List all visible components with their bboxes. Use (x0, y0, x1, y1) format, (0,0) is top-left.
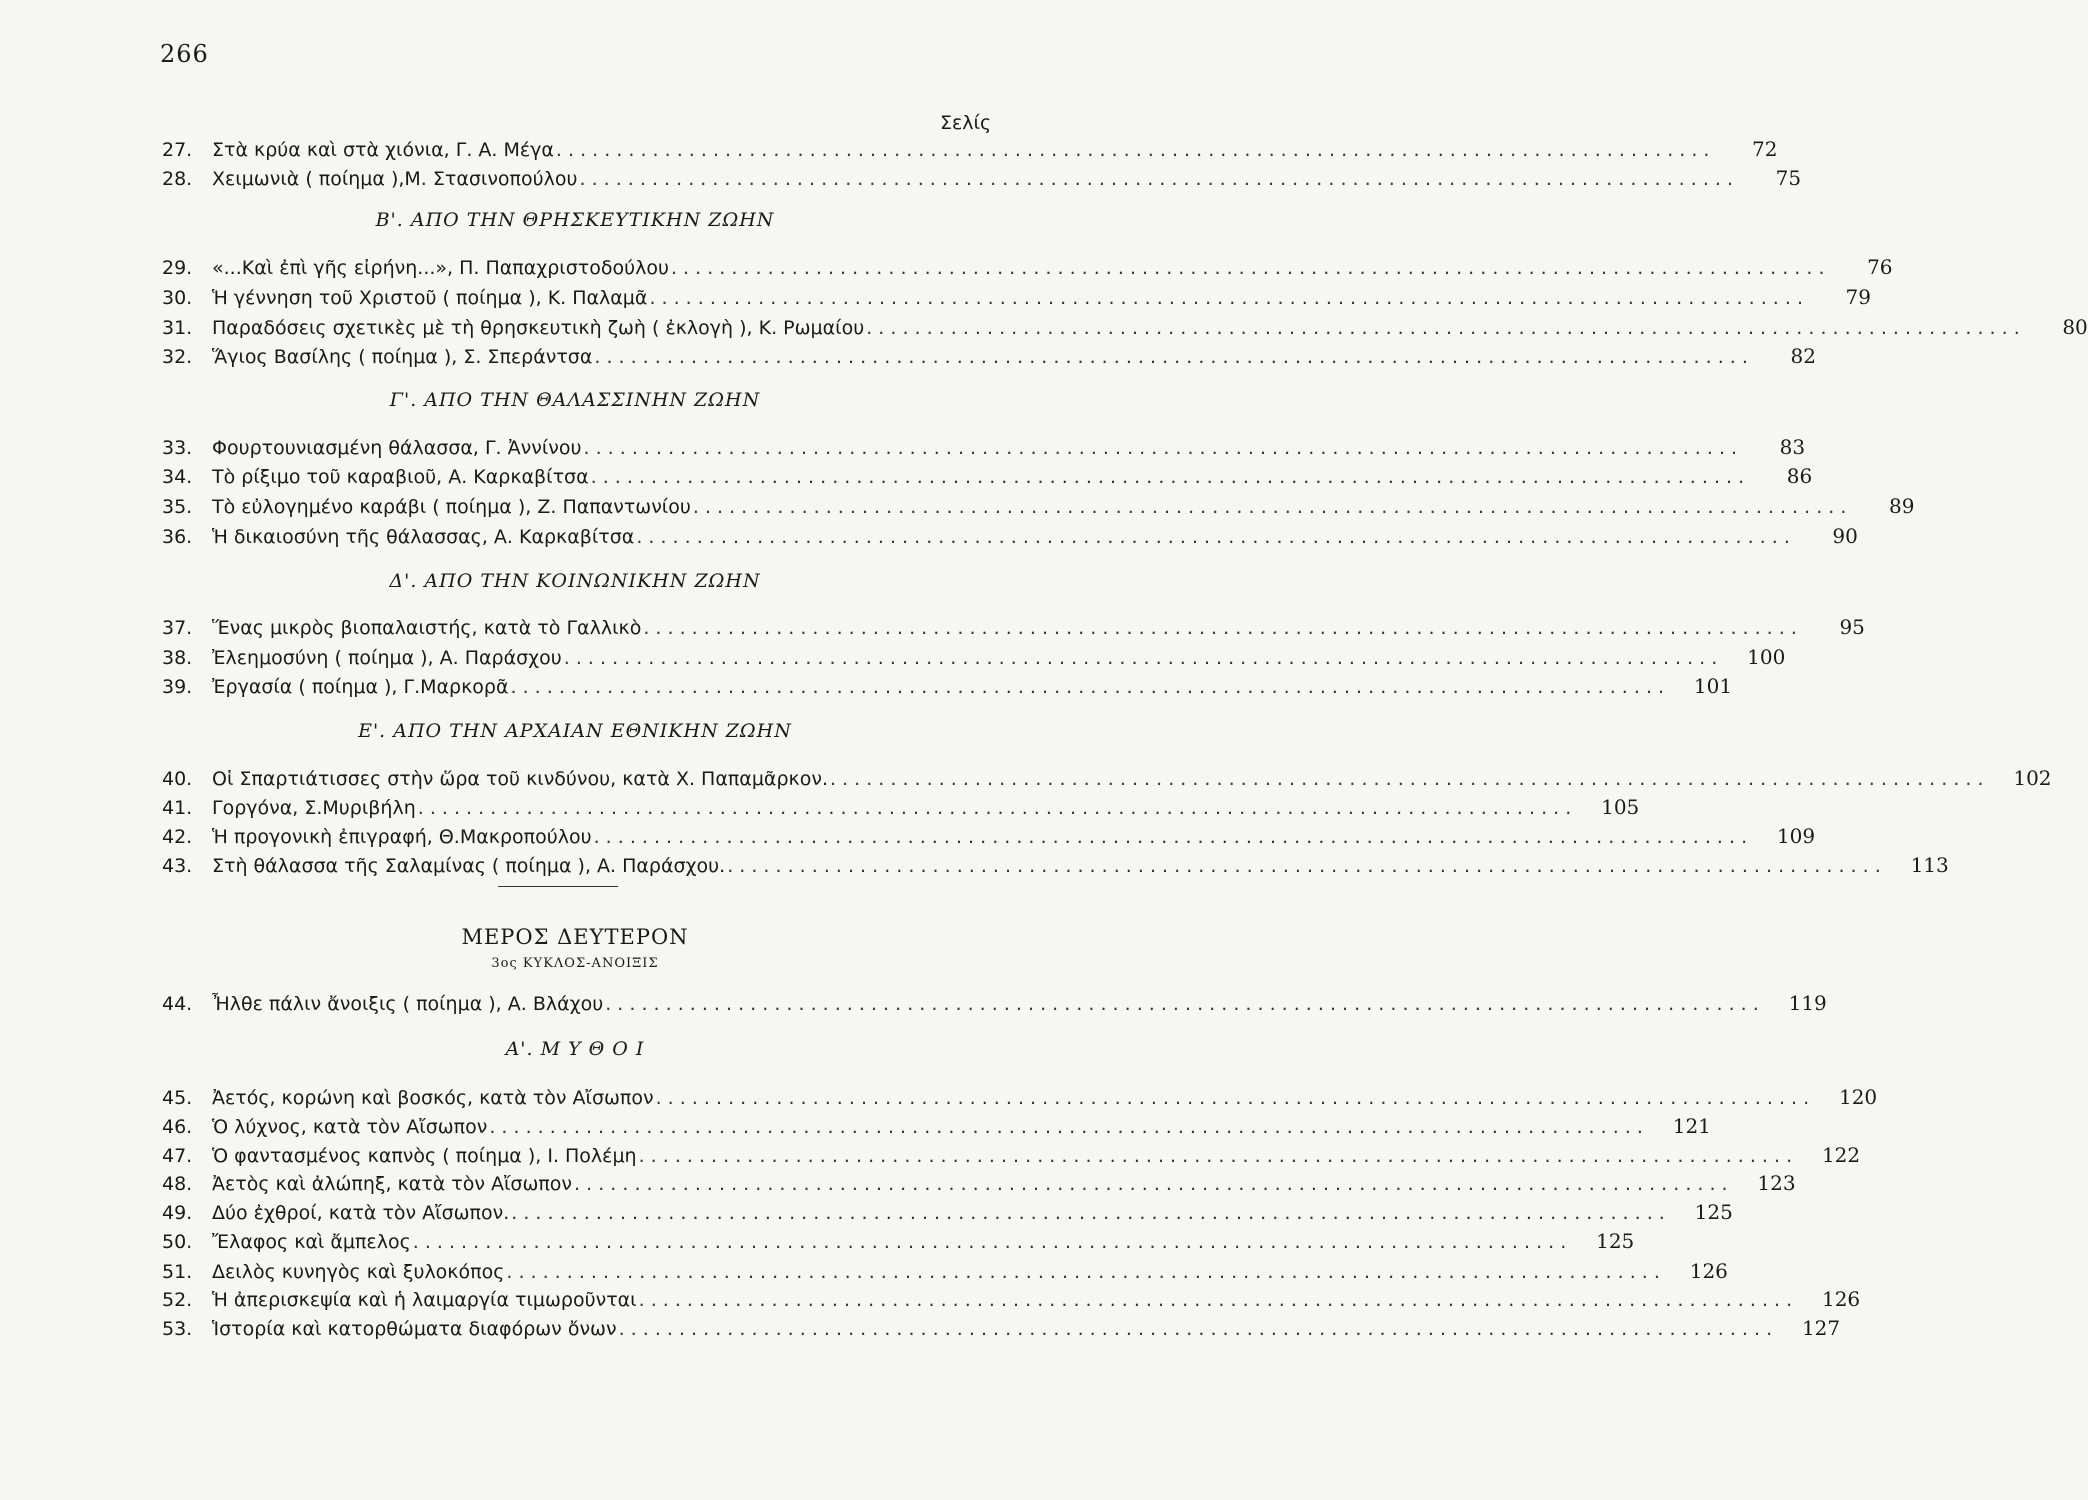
toc-entry-39 (162, 674, 1733, 700)
entry-number: 33. (162, 437, 193, 459)
dot-leader (564, 647, 1718, 669)
toc-entry-44 (162, 991, 1827, 1017)
entry-title: Ἱστορία καὶ κατορθώματα διαφόρων ὄνων (212, 1318, 617, 1340)
toc-entry-41 (162, 795, 1640, 821)
part-two-title: ΜΕΡΟΣ ΔΕΥΤΕΡΟΝ (461, 925, 689, 949)
entry-title: Ἀετός, κορώνη καὶ βοσκός, κατὰ τὸν Αἴσωπον (212, 1087, 654, 1109)
entry-title: Στὴ θάλασσα τῆς Σαλαμίνας ( ποίημα ), Α. Παράσχου. (212, 855, 726, 877)
dot-leader (636, 526, 1790, 548)
entry-page: 79 (1845, 285, 1871, 309)
entry-page: 76 (1867, 255, 1893, 279)
dot-leader (830, 768, 1984, 790)
entry-page: 121 (1672, 1114, 1711, 1138)
entry-page: 101 (1693, 674, 1733, 698)
entry-title: Στὰ κρύα καὶ στὰ χιόνια, Γ. Α. Μέγα (212, 139, 554, 161)
toc-entry-27 (162, 137, 1778, 163)
entry-page: 86 (1786, 464, 1813, 488)
entry-page: 123 (1757, 1171, 1796, 1195)
section-heading-sea: Γ'. ΑΠΟ ΤΗΝ ΘΑΛΑΣΣΙΝΗΝ ΖΩΗΝ (389, 389, 761, 411)
column-label: Σελίς (940, 112, 992, 134)
dot-leader (671, 257, 1825, 279)
toc-entry-33 (162, 435, 1806, 461)
entry-number: 45. (162, 1087, 193, 1109)
toc-entry-32 (162, 344, 1816, 370)
toc-entry-48 (162, 1171, 1796, 1197)
entry-page: 120 (1838, 1085, 1878, 1109)
entry-number: 35. (162, 496, 193, 518)
toc-entry-45 (162, 1085, 1878, 1111)
entry-title: Χειμωνιὰ ( ποίημα ),Μ. Στασινοπούλου (212, 168, 578, 190)
entry-number: 42. (162, 826, 193, 848)
dot-leader (649, 287, 1803, 309)
dot-leader (619, 1318, 1773, 1340)
toc-entry-50 (162, 1229, 1635, 1255)
entry-number: 36. (162, 526, 193, 548)
entry-title: Ὁ φαντασμένος καπνὸς ( ποίημα ), Ι. Πολέμη (212, 1145, 637, 1167)
toc-entry-43 (162, 853, 1949, 879)
entry-number: 50. (162, 1231, 193, 1253)
dot-leader (511, 676, 1665, 698)
entry-number: 32. (162, 346, 193, 368)
dot-leader (584, 437, 1738, 459)
section-heading-religious: Β'. ΑΠΟ ΤΗΝ ΘΡΗΣΚΕΥΤΙΚΗΝ ΖΩΗΝ (375, 209, 775, 231)
dot-leader (643, 617, 1797, 639)
entry-title: Ἡ δικαιοσύνη τῆς θάλασσας, Α. Καρκαβίτσα (212, 526, 635, 548)
dot-leader (594, 826, 1748, 848)
dot-leader (693, 496, 1847, 518)
dot-leader (418, 797, 1572, 819)
entry-title: Ὁ λύχνος, κατὰ τὸν Αἴσωπον (212, 1116, 488, 1138)
entry-title: Ἡ ἀπερισκεψία καὶ ἡ λαιμαργία τιμωροῦνται (212, 1289, 637, 1311)
toc-entry-42 (162, 824, 1816, 850)
entry-page: 109 (1776, 824, 1816, 848)
entry-page: 119 (1788, 991, 1827, 1015)
section-heading-myths: Α'. Μ Υ Θ Ο Ι (505, 1038, 645, 1060)
toc-entry-35 (162, 494, 1915, 520)
entry-title: Γοργόνα, Σ.Μυριβήλη (212, 797, 416, 819)
entry-title: Ἔλαφος καὶ ἄμπελος (212, 1231, 411, 1253)
toc-entry-51 (162, 1259, 1728, 1285)
toc-entry-52 (162, 1287, 1861, 1313)
dot-leader (489, 1116, 1643, 1138)
entry-title: Οἱ Σπαρτιάτισσες στὴν ὥρα τοῦ κινδύνου, κατὰ Χ. Παπαμᾶρκον. (212, 768, 828, 790)
entry-page: 127 (1801, 1316, 1841, 1340)
dot-leader (605, 993, 1759, 1015)
entry-page: 90 (1832, 524, 1858, 548)
entry-title: Τὸ ρίξιμο τοῦ καραβιοῦ, Α. Καρκαβίτσα (212, 466, 589, 488)
dot-leader (574, 1173, 1728, 1195)
entry-title: Δύο ἐχθροί, κατὰ τὸν Αἴσωπον. (212, 1202, 510, 1224)
dot-leader (639, 1289, 1793, 1311)
section-heading-social: Δ'. ΑΠΟ ΤΗΝ ΚΟΙΝΩΝΙΚΗΝ ΖΩΗΝ (389, 570, 761, 592)
entry-title: Τὸ εὐλογημένο καράβι ( ποίημα ), Ζ. Παπαντωνίου (212, 496, 691, 518)
dot-leader (506, 1261, 1660, 1283)
entry-number: 41. (162, 797, 193, 819)
entry-page: 95 (1839, 615, 1865, 639)
dot-leader (639, 1145, 1793, 1167)
toc-entry-53 (162, 1316, 1841, 1342)
entry-number: 48. (162, 1173, 193, 1195)
entry-page: 122 (1821, 1143, 1861, 1167)
entry-number: 47. (162, 1145, 193, 1167)
entry-number: 39. (162, 676, 193, 698)
entry-title: Ἦλθε πάλιν ἄνοιξις ( ποίημα ), Α. Βλάχου (212, 993, 604, 1015)
entry-number: 44. (162, 993, 193, 1015)
entry-title: Ἡ προγονικὴ ἐπιγραφή, Θ.Μακροπούλου (212, 826, 592, 848)
entry-title: Ἐργασία ( ποίημα ), Γ.Μαρκορᾶ (212, 676, 509, 698)
entry-number: 46. (162, 1116, 193, 1138)
entry-page: 125 (1694, 1200, 1733, 1224)
entry-title: Ἕνας μικρὸς βιοπαλαιστής, κατὰ τὸ Γαλλικὸ (212, 617, 642, 639)
section-heading-ancient: Ε'. ΑΠΟ ΤΗΝ ΑΡΧΑΙΑΝ ΕΘΝΙΚΗΝ ΖΩΗΝ (358, 720, 792, 742)
entry-title: Φουρτουνιασμένη θάλασσα, Γ. Ἀννίνου (212, 437, 582, 459)
dot-leader (866, 317, 2020, 339)
entry-title: Παραδόσεις σχετικὲς μὲ τὴ θρησκευτικὴ ζωὴ ( ἐκλογὴ ), Κ. Ρωμαίου (212, 317, 865, 339)
entry-number: 40. (162, 768, 193, 790)
entry-number: 52. (162, 1289, 193, 1311)
entry-title: Ἅγιος Βασίλης ( ποίημα ), Σ. Σπεράντσα (212, 346, 593, 368)
dot-leader (556, 139, 1710, 161)
entry-title: Ἡ γέννηση τοῦ Χριστοῦ ( ποίημα ), Κ. Παλαμᾶ (212, 287, 648, 309)
dot-leader (591, 466, 1745, 488)
entry-number: 53. (162, 1318, 193, 1340)
entry-page: 113 (1910, 853, 1949, 877)
dot-leader (656, 1087, 1810, 1109)
toc-entry-40 (162, 766, 2052, 792)
toc-entry-31 (162, 315, 2088, 341)
entry-number: 49. (162, 1202, 193, 1224)
toc-entry-34 (162, 464, 1813, 490)
toc-entry-29 (162, 255, 1893, 281)
toc-entry-47 (162, 1143, 1861, 1169)
entry-page: 126 (1689, 1259, 1728, 1283)
entry-number: 38. (162, 647, 193, 669)
entry-number: 30. (162, 287, 193, 309)
entry-page: 125 (1596, 1229, 1635, 1253)
entry-page: 100 (1747, 645, 1786, 669)
entry-page: 105 (1601, 795, 1640, 819)
entry-page: 82 (1790, 344, 1816, 368)
cycle-title: 3ος ΚΥΚΛΟΣ-ΑΝΟΙΞΙΣ (491, 956, 659, 971)
entry-number: 27. (162, 139, 193, 161)
toc-entry-46 (162, 1114, 1711, 1140)
entry-page: 89 (1888, 494, 1915, 518)
entry-title: Δειλὸς κυνηγὸς καὶ ξυλοκόπος (212, 1261, 505, 1283)
toc-entry-37 (162, 615, 1865, 641)
entry-number: 51. (162, 1261, 193, 1283)
page-number: 266 (160, 40, 209, 68)
entry-page: 102 (2013, 766, 2052, 790)
entry-page: 80 (2062, 315, 2088, 339)
entry-number: 37. (162, 617, 193, 639)
toc-entry-28 (162, 166, 1802, 192)
entry-number: 43. (162, 855, 193, 877)
toc-entry-36 (162, 524, 1858, 550)
entry-title: «...Καὶ ἐπὶ γῆς εἰρήνη...», Π. Παπαχριστοδούλου (212, 257, 669, 279)
entry-title: Ἀετὸς καὶ ἀλώπηξ, κατὰ τὸν Αἴσωπον (212, 1173, 573, 1195)
entry-page: 83 (1779, 435, 1806, 459)
entry-number: 34. (162, 466, 193, 488)
entry-number: 29. (162, 257, 193, 279)
entry-number: 31. (162, 317, 193, 339)
toc-entry-30 (162, 285, 1871, 311)
entry-page: 126 (1821, 1287, 1861, 1311)
dot-leader (511, 1202, 1665, 1224)
toc-entry-49 (162, 1200, 1733, 1226)
dot-leader (413, 1231, 1567, 1253)
dot-leader (594, 346, 1748, 368)
dot-leader (727, 855, 1881, 877)
toc-entry-38 (162, 645, 1786, 671)
entry-page: 72 (1752, 137, 1778, 161)
entry-title: Ἐλεημοσύνη ( ποίημα ), Α. Παράσχου (212, 647, 562, 669)
entry-page: 75 (1775, 166, 1802, 190)
dot-leader (579, 168, 1733, 190)
entry-number: 28. (162, 168, 193, 190)
divider-rule (498, 886, 618, 887)
